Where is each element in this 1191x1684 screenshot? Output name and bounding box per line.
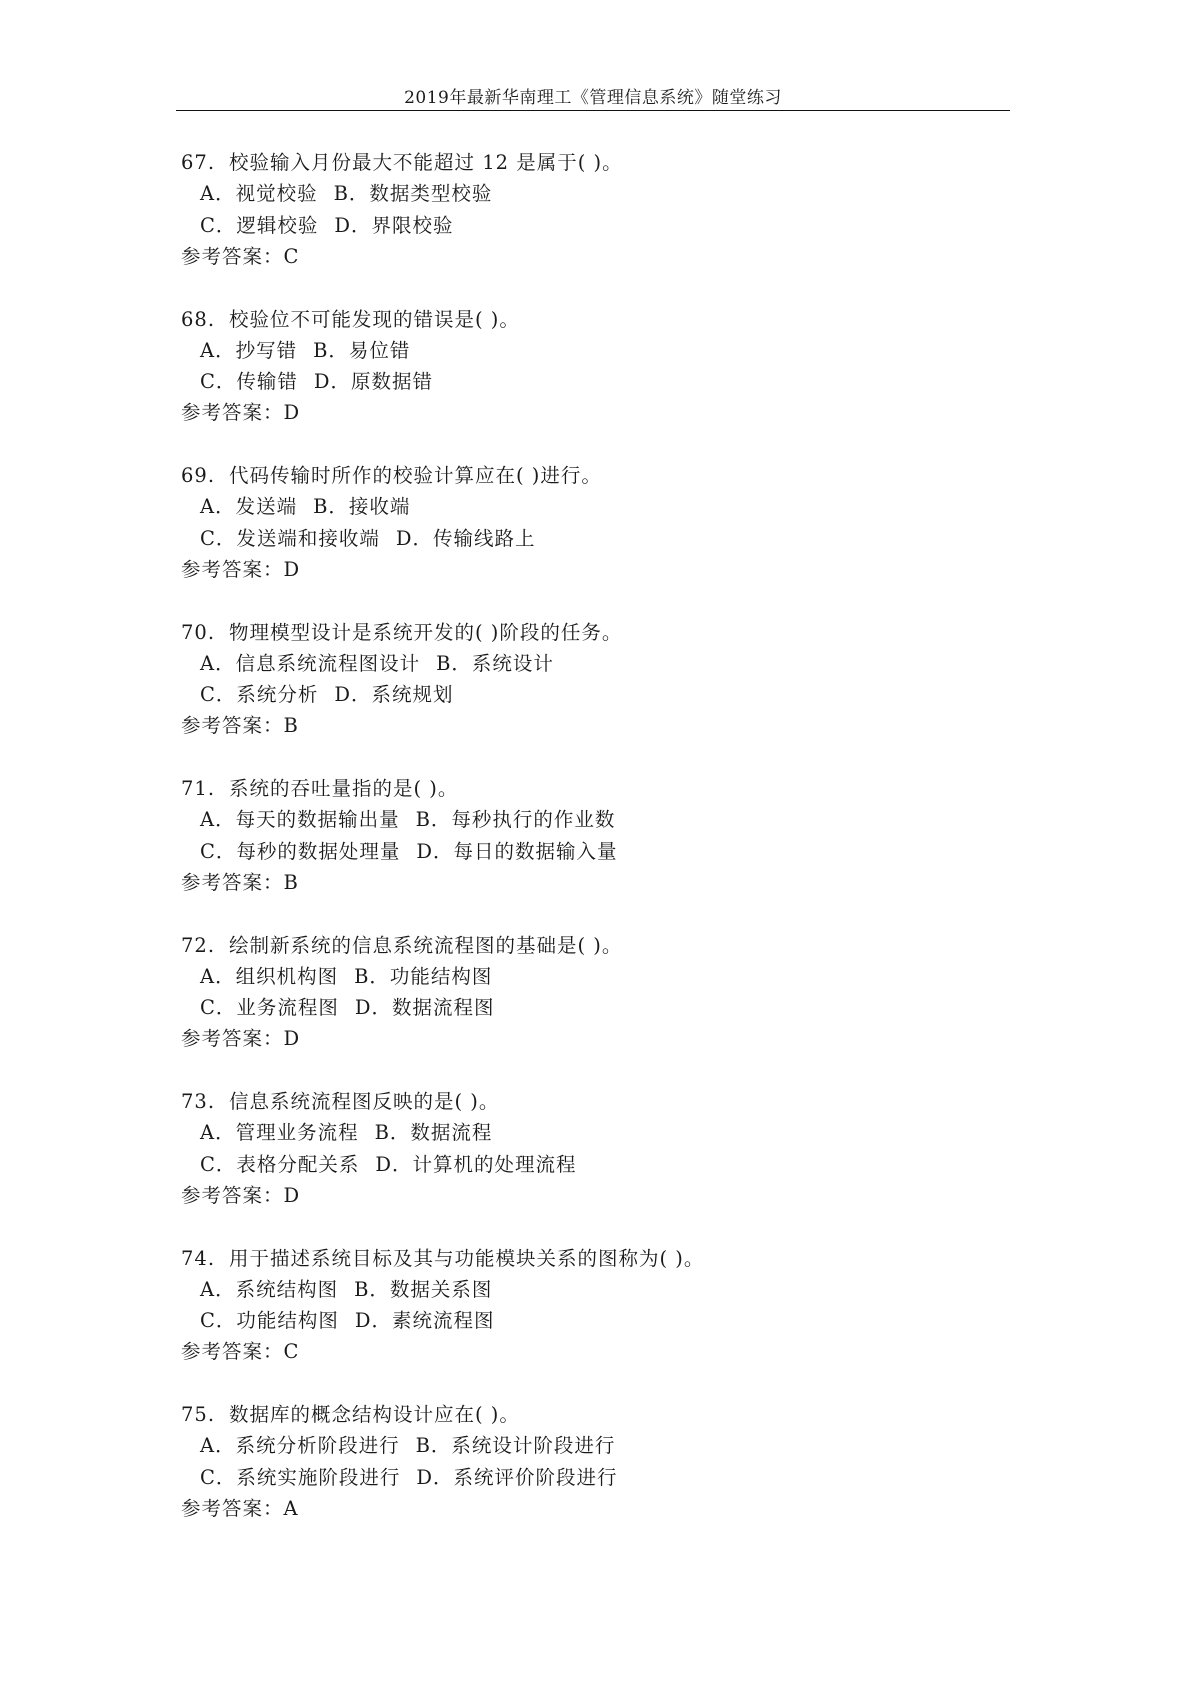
question-number: 67. [181,151,216,174]
question-stem [181,773,1001,804]
option-a: A．管理业务流程 [200,1121,359,1145]
question-number: 73. [181,1090,216,1113]
question-block [181,1399,1001,1556]
option-b: B．系统设计阶段进行 [415,1434,616,1458]
question-stem [181,460,1001,491]
options-row-1 [181,335,1001,366]
question-text: 校验位不可能发现的错误是( )。 [229,307,520,331]
option-b: B．数据类型校验 [333,182,493,206]
options-row-1 [181,1274,1001,1305]
reference-answer: 参考答案：D [181,1183,301,1207]
option-d: D．计算机的处理流程 [375,1152,577,1176]
option-c: C．系统分析 [200,683,319,707]
option-a: A．系统分析阶段进行 [200,1434,400,1458]
reference-answer: 参考答案：B [181,870,299,894]
option-d: D．数据流程图 [354,996,495,1020]
options-row-1 [181,1430,1001,1461]
options-row-1 [181,648,1001,679]
option-d: D．素统流程图 [354,1309,495,1333]
option-a: A．每天的数据输出量 [200,808,400,832]
option-d: D．传输线路上 [395,526,536,550]
question-text: 数据库的概念结构设计应在( )。 [229,1403,520,1426]
option-d: D．每日的数据输入量 [416,839,618,863]
reference-answer: 参考答案：D [181,401,301,425]
option-a: A．视觉校验 [200,182,318,206]
option-c: C．逻辑校验 [200,213,319,237]
page-header: 2019年最新华南理工《管理信息系统》随堂练习 [176,86,1010,111]
reference-answer: 参考答案：D [181,1027,301,1051]
option-a: A．系统结构图 [200,1277,339,1301]
question-number: 72. [181,933,216,957]
question-number: 70. [181,620,216,644]
option-d: D．原数据错 [313,370,434,394]
reference-answer: 参考答案：C [181,1340,300,1364]
question-text: 代码传输时所作的校验计算应在( )进行。 [229,464,602,487]
option-b: B．每秒执行的作业数 [415,808,616,832]
question-stem [181,1399,1001,1430]
options-row-1 [181,491,1001,522]
question-number: 74. [181,1246,216,1270]
question-stem [181,1243,1001,1274]
question-text: 物理模型设计是系统开发的( )阶段的任务。 [229,620,623,644]
options-row-2 [181,366,1001,397]
option-c: C．系统实施阶段进行 [200,1465,401,1489]
option-a: A．组织机构图 [200,964,339,988]
question-text: 绘制新系统的信息系统流程图的基础是( )。 [229,933,623,957]
reference-answer: 参考答案：C [181,244,300,268]
question-stem [181,147,1001,178]
option-d: D．界限校验 [334,213,454,237]
option-c: C．每秒的数据处理量 [200,839,401,863]
option-a: A．抄写错 [200,338,298,362]
options-row-2 [181,1462,1001,1493]
question-text: 信息系统流程图反映的是( )。 [229,1090,500,1113]
question-number: 71. [181,777,216,800]
question-block [181,773,1001,930]
reference-answer: 参考答案：D [181,557,301,581]
option-b: B．系统设计 [436,651,554,675]
option-a: A．信息系统流程图设计 [200,651,421,675]
question-block [181,460,1001,617]
options-row-2 [181,210,1001,241]
question-block [181,1086,1001,1243]
option-c: C．功能结构图 [200,1309,339,1333]
reference-answer: 参考答案：A [181,1496,299,1520]
option-c: C．业务流程图 [200,996,339,1020]
options-row-2 [181,1149,1001,1180]
options-row-2 [181,836,1001,867]
question-block [181,1243,1001,1400]
question-stem [181,304,1001,335]
question-text: 校验输入月份最大不能超过 12 是属于( )。 [229,151,623,174]
options-row-1 [181,178,1001,209]
options-row-1 [181,804,1001,835]
question-block [181,930,1001,1087]
options-row-2 [181,523,1001,554]
question-block [181,617,1001,774]
question-block [181,147,1001,304]
option-c: C．传输错 [200,370,298,394]
question-stem [181,617,1001,648]
reference-answer: 参考答案：B [181,714,299,738]
options-row-2 [181,679,1001,710]
option-b: B．数据流程 [374,1121,493,1145]
question-text: 用于描述系统目标及其与功能模块关系的图称为( )。 [229,1246,705,1270]
options-row-2 [181,1305,1001,1336]
option-b: B．功能结构图 [354,964,493,988]
options-row-1 [181,1117,1001,1148]
question-number: 68. [181,307,216,331]
option-b: B．数据关系图 [354,1277,493,1301]
question-number: 69. [181,464,216,487]
question-stem [181,1086,1001,1117]
question-number: 75. [181,1403,216,1426]
question-stem [181,930,1001,961]
question-list [181,147,1001,1556]
option-b: B．接收端 [313,495,411,519]
option-d: D．系统规划 [334,683,454,707]
question-text: 系统的吞吐量指的是( )。 [229,777,459,800]
option-d: D．系统评价阶段进行 [416,1465,618,1489]
options-row-1 [181,961,1001,992]
option-a: A．发送端 [200,495,298,519]
question-block [181,304,1001,461]
options-row-2 [181,992,1001,1023]
option-c: C．发送端和接收端 [200,526,380,550]
option-c: C．表格分配关系 [200,1152,360,1176]
option-b: B．易位错 [313,338,411,362]
